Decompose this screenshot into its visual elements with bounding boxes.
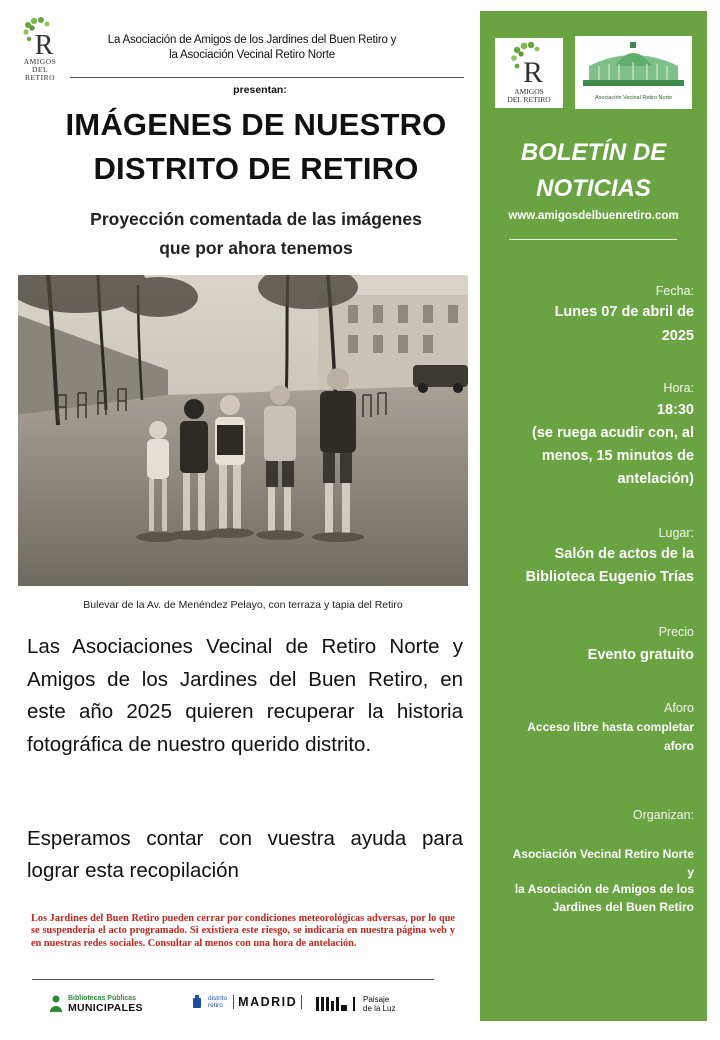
retiro-norte-logo (575, 36, 692, 109)
presenters-line-2: la Asociación Vecinal Retiro Norte (169, 49, 335, 61)
bibliotecas-line-1: Bibliotecas Públicas (68, 994, 137, 1002)
newsletter-sidebar (480, 11, 707, 1021)
precio-value: Evento gratuito (587, 647, 694, 663)
sidebar-logo-text-top: AMIGOS (514, 87, 544, 96)
sidebar-divider (509, 239, 677, 240)
organizan-label: Organizan: (632, 808, 694, 822)
lugar-line-2: Biblioteca Eugenio Trías (525, 569, 694, 585)
retiro-label: retiro (208, 1002, 223, 1009)
aforo-line-2: aforo (664, 739, 694, 753)
aforo-label: Aforo (664, 701, 694, 715)
main-title (20, 103, 492, 191)
hora-label: Hora: (663, 381, 694, 395)
presenters-heading (62, 33, 442, 63)
paisaje-bars-icon (316, 997, 355, 1011)
retiro-norte-caption: Asociación Vecinal Retiro Norte (594, 95, 673, 101)
madrid-crest-icon (192, 995, 202, 1009)
subtitle (40, 205, 472, 263)
presentan-label: presentan: (233, 84, 287, 96)
header-divider (70, 77, 464, 78)
sidebar-logo-letter: R (522, 56, 544, 88)
bibliotecas-municipales-logo (48, 993, 143, 1015)
sidebar-amigos-logo (495, 38, 563, 108)
boletin-title (480, 135, 707, 207)
subtitle-line-2: que por ahora tenemos (159, 238, 353, 258)
organizer-line-3: la Asociación de Amigos de los (514, 882, 694, 896)
bibliotecas-icon (48, 995, 64, 1013)
madrid-distrito-retiro-logo (192, 995, 302, 1009)
paisaje-de-la-luz-logo (316, 995, 395, 1013)
subtitle-line-1: Proyección comentada de las imágenes (90, 209, 422, 229)
intro-paragraph: Las Asociaciones Vecinal de Retiro Norte y Amigos de los Jardines del Buen Retiro, en este año 2025 quieren recuperar la historia fotográfica de nuestro querido distrito. (27, 635, 463, 756)
lugar-label: Lugar: (658, 526, 694, 540)
sidebar-logo-text-bottom: DEL RETIRO (507, 95, 551, 104)
website-link[interactable]: www.amigosdelbuenretiro.com (508, 210, 679, 222)
paisaje-line-2: de la Luz (363, 1004, 396, 1013)
logo-text-top: AMIGOS (23, 57, 57, 66)
organizer-line-1: Asociación Vecinal Retiro Norte (512, 847, 694, 861)
presenters-line-1: La Asociación de Amigos de los Jardines del Buen Retiro y (107, 34, 397, 46)
paisaje-line-1: Paisaje (363, 995, 390, 1004)
fecha-label: Fecha: (655, 284, 694, 298)
help-paragraph: Esperamos contar con vuestra ayuda para lograr esta recopilación (27, 827, 463, 882)
precio-label: Precio (658, 625, 694, 639)
footer-divider (32, 979, 434, 980)
main-title-line-1: IMÁGENES DE NUESTRO (65, 107, 447, 142)
main-title-line-2: DISTRITO DE RETIRO (93, 151, 419, 186)
hora-time: 18:30 (656, 402, 694, 418)
madrid-wordmark: MADRID (233, 995, 302, 1009)
boletin-title-line-1: BOLETÍN DE (520, 139, 667, 166)
aforo-line-1: Acceso libre hasta completar (527, 720, 694, 734)
logo-text-bottom: DEL RETIRO (24, 65, 56, 82)
logo-letter: R (34, 30, 54, 58)
photo-caption: Bulevar de la Av. de Menéndez Pelayo, con terraza y tapia del Retiro (83, 599, 403, 611)
lugar-line-1: Salón de actos de la (554, 546, 694, 562)
boletin-title-line-2: NOTICIAS (536, 175, 651, 202)
bibliotecas-line-2: MUNICIPALES (68, 1001, 143, 1014)
distrito-label: distrito (208, 995, 228, 1002)
fecha-line-1: Lunes 07 de abril de (554, 304, 694, 320)
hora-note-1: (se ruega acudir con, al (532, 425, 694, 441)
organizer-line-4: Jardines del Buen Retiro (552, 900, 694, 914)
organizer-line-2: y (687, 865, 694, 879)
fecha-line-2: 2025 (661, 328, 694, 344)
hora-note-3: antelación) (617, 471, 694, 487)
hora-note-2: menos, 15 minutos de (541, 448, 694, 464)
historic-photo (18, 275, 468, 586)
amigos-del-retiro-logo (18, 16, 62, 82)
weather-warning: Los Jardines del Buen Retiro pueden cerrar por condiciones meteorológicas adversas, por lo que se suspendería el acto programado. Si existiera este riesgo, se indicaría en nuestra página web y en nuestras redes sociales. Consultar al menos con una hora de antelación. (31, 913, 455, 949)
